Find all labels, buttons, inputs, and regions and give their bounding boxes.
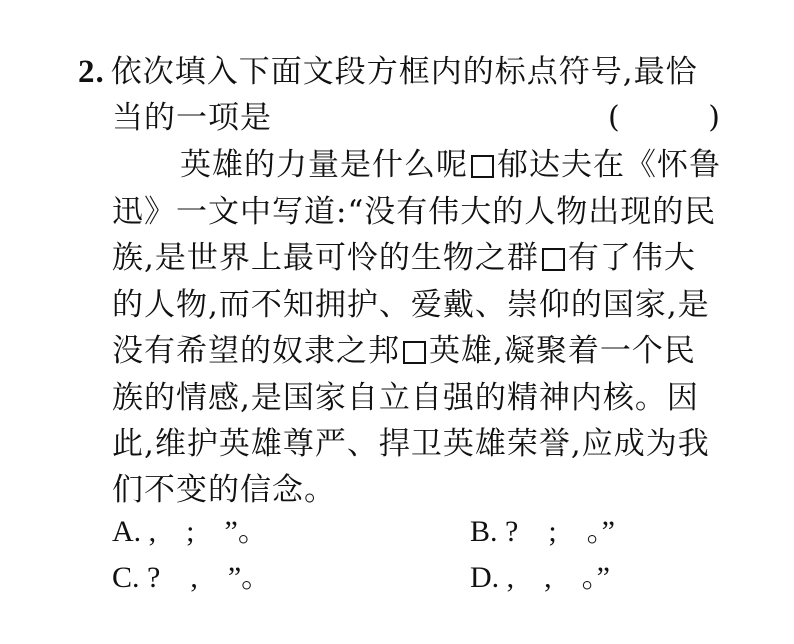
paren-close: ) bbox=[708, 100, 720, 135]
question-number: 2. bbox=[78, 54, 105, 90]
option-a[interactable]: A. , ; ”。 bbox=[112, 515, 268, 548]
question-stem-text: 依次填入下面文段方框内的标点符号,最恰 bbox=[110, 54, 698, 90]
passage-line-6: 族的情感,是国家自立自强的精神内核。因 bbox=[112, 380, 699, 416]
option-c[interactable]: C. ? , ”。 bbox=[112, 561, 272, 594]
passage-line-4: 的人物,而不知拥护、爱戴、崇仰的国家,是 bbox=[112, 287, 710, 323]
passage-text: 有了伟大 bbox=[567, 240, 696, 276]
passage-text: 英雄,凝聚着一个民 bbox=[429, 333, 696, 369]
question-stem-line2: 当的一项是 bbox=[112, 100, 272, 136]
passage-text: 族,是世界上最可怜的生物之群 bbox=[112, 240, 539, 276]
paren-open: ( bbox=[608, 100, 620, 135]
answer-parentheses bbox=[608, 96, 720, 140]
option-d[interactable]: D. , , 。” bbox=[470, 561, 610, 594]
passage-text: 没有希望的奴隶之邦 bbox=[112, 333, 400, 369]
passage-line-1 bbox=[180, 143, 721, 187]
option-b[interactable]: B. ? ; 。” bbox=[470, 515, 615, 548]
passage-line-3 bbox=[112, 236, 696, 280]
passage-line-7: 此,维护英雄尊严、捍卫英雄荣誉,应成为我 bbox=[112, 426, 710, 462]
blank-box-3 bbox=[403, 341, 426, 364]
question-stem-line1 bbox=[78, 50, 698, 94]
passage-line-2: 迅》一文中写道:“没有伟大的人物出现的民 bbox=[112, 194, 717, 230]
passage-text: 郁达夫在《怀鲁 bbox=[497, 147, 721, 183]
passage-text: 英雄的力量是什么呢 bbox=[180, 147, 468, 183]
passage-line-5 bbox=[112, 329, 696, 373]
blank-box-1 bbox=[471, 155, 494, 178]
blank-box-2 bbox=[542, 248, 565, 271]
passage-line-8: 们不变的信念。 bbox=[112, 472, 336, 508]
